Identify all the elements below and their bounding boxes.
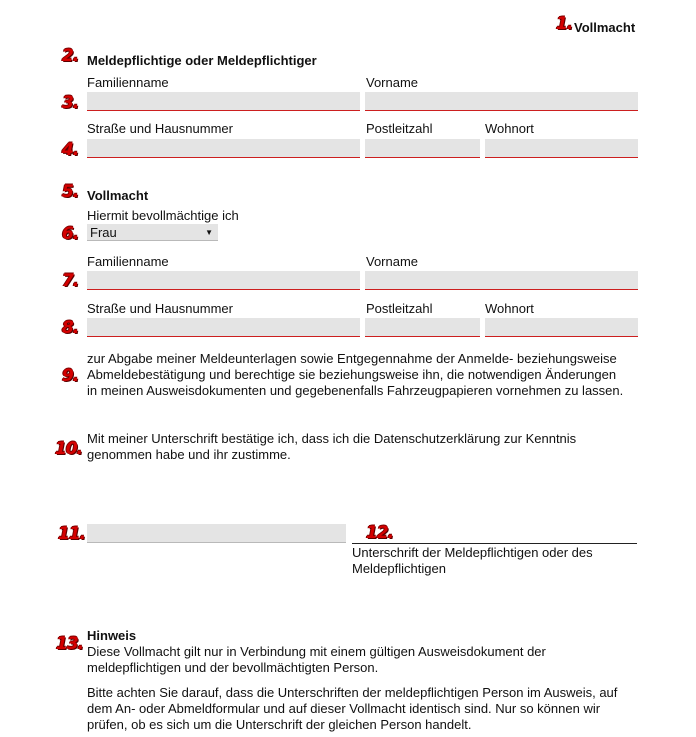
proxy-zip-input[interactable] xyxy=(365,318,480,337)
privacy-line-1: Mit meiner Unterschrift bestätige ich, dass ich die Datenschutzerklärung zur Kenntnis xyxy=(87,431,577,446)
salutation-select[interactable] xyxy=(87,224,218,241)
marker-5: 5. xyxy=(62,182,79,202)
proxy-intro: Hiermit bevollmächtige ich xyxy=(87,208,239,223)
authorization-line-2: Abmeldebestätigung und berechtige sie beziehungsweise ihn, die notwendigen Änderungen xyxy=(87,367,617,382)
applicant-street-label: Straße und Hausnummer xyxy=(87,121,233,136)
proxy-street-label: Straße und Hausnummer xyxy=(87,301,233,316)
notice-heading: Hinweis xyxy=(87,628,137,643)
applicant-street-input[interactable] xyxy=(87,139,360,158)
notice-p1-line-2: meldepflichtigen und der bevollmächtigten Person. xyxy=(87,660,379,675)
applicant-zip-label: Postleitzahl xyxy=(366,121,433,136)
notice-p2-line-3: prüfen, ob es sich um die Unterschrift der gleichen Person handelt. xyxy=(87,717,472,732)
dropdown-arrow-icon: ▼ xyxy=(205,228,213,237)
authorization-line-3: in meinen Ausweisdokumenten und gegebenenfalls Fahrzeugpapieren vornehmen zu lassen. xyxy=(87,383,624,398)
authorization-line-1: zur Abgabe meiner Meldeunterlagen sowie Entgegennahme der Anmelde- beziehungsweise xyxy=(87,351,617,366)
notice-p1-line-1: Diese Vollmacht gilt nur in Verbindung mit einem gültigen Ausweisdokument der xyxy=(87,644,546,659)
privacy-line-2: genommen habe und ihr zustimme. xyxy=(87,447,291,462)
proxy-lastname-label: Familienname xyxy=(87,254,169,269)
page-title: Vollmacht xyxy=(574,20,636,35)
marker-8: 8. xyxy=(62,318,79,338)
marker-11: 11. xyxy=(58,524,86,544)
applicant-city-label: Wohnort xyxy=(485,121,534,136)
signature-caption-line-1: Unterschrift der Meldepflichtigen oder des xyxy=(352,545,593,560)
applicant-city-input[interactable] xyxy=(485,139,638,158)
applicant-firstname-label: Vorname xyxy=(366,75,419,90)
applicant-firstname-input[interactable] xyxy=(365,92,638,111)
notice-p2-line-1: Bitte achten Sie darauf, dass die Unterschriften der meldepflichtigen Person im Ausweis, auf xyxy=(87,685,618,700)
applicant-heading: Meldepflichtige oder Meldepflichtiger xyxy=(87,53,317,68)
proxy-zip-label: Postleitzahl xyxy=(366,301,433,316)
marker-7: 7. xyxy=(62,271,79,291)
marker-10: 10. xyxy=(55,439,83,459)
marker-6: 6. xyxy=(62,224,79,244)
proxy-lastname-input[interactable] xyxy=(87,271,360,290)
marker-2: 2. xyxy=(62,46,79,66)
proxy-city-label: Wohnort xyxy=(485,301,534,316)
marker-1: 1. xyxy=(556,14,573,34)
notice-p2-line-2: dem An- oder Abmeldformular und auf dieser Vollmacht identisch sind. Nur so können wir xyxy=(87,701,601,716)
proxy-heading: Vollmacht xyxy=(87,188,149,203)
applicant-zip-input[interactable] xyxy=(365,139,480,158)
applicant-lastname-label: Familienname xyxy=(87,75,169,90)
proxy-firstname-input[interactable] xyxy=(365,271,638,290)
proxy-city-input[interactable] xyxy=(485,318,638,337)
marker-12: 12. xyxy=(366,523,394,543)
place-date-input[interactable] xyxy=(87,524,346,543)
marker-3: 3. xyxy=(62,93,79,113)
marker-9: 9. xyxy=(62,366,79,386)
proxy-street-input[interactable] xyxy=(87,318,360,337)
signature-line[interactable] xyxy=(352,543,637,544)
proxy-firstname-label: Vorname xyxy=(366,254,419,269)
marker-13: 13. xyxy=(56,634,84,654)
signature-caption-line-2: Meldepflichtigen xyxy=(352,561,446,576)
salutation-value: Frau xyxy=(90,225,117,240)
applicant-lastname-input[interactable] xyxy=(87,92,360,111)
marker-4: 4. xyxy=(62,140,79,160)
